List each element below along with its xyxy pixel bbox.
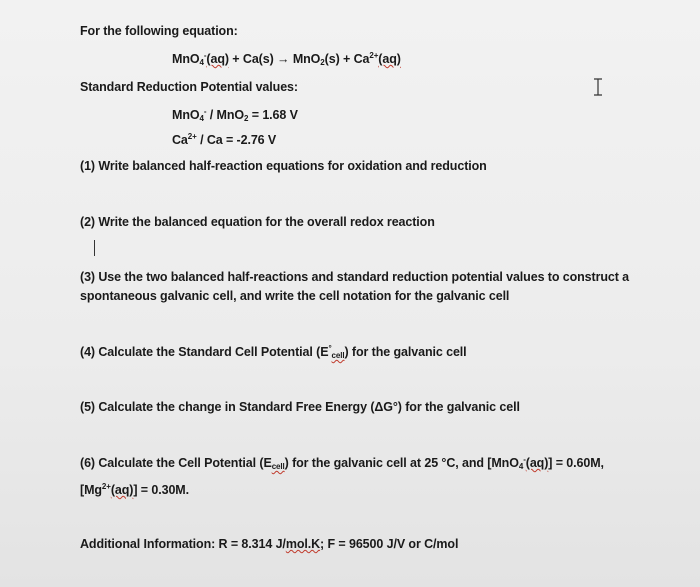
potential-mno4-mno2: MnO$_4$- / MnO$_2$ = 1.68 V: [172, 107, 298, 123]
text-caret: [94, 240, 95, 256]
reaction-equation: $MnO_4^-(aq) + Ca(s) \to MnO_2(s) + Ca^{2+}(aq)$: [172, 51, 401, 67]
question-6-line-2: $[Mg^{2+}(aq)] = 0.30M$.: [80, 482, 189, 497]
question-1: (1) Write balanced half-reaction equations for oxidation and reduction: [80, 159, 487, 173]
question-3-line-2: spontaneous galvanic cell, and write the cell notation for the galvanic cell: [80, 289, 510, 303]
question-2: (2) Write the balanced equation for the overall redox reaction: [80, 215, 435, 229]
potential-ca: $Ca^{2+} / Ca = -2.76$ V: [172, 132, 277, 147]
intro-text: For the following equation:: [80, 24, 238, 38]
question-5: (5) Calculate the change in Standard Free Energy (ΔG°) for the galvanic cell: [80, 400, 520, 414]
additional-information: Additional Information: R = 8.314 J/mol.K; F = 96500 J/V or C/mol: [80, 537, 459, 551]
potentials-heading: Standard Reduction Potential values:: [80, 80, 298, 94]
question-6-line-1: (6) Calculate the Cell Potential $(E_{cell})$ for the galvanic cell at 25 °C, and [MnO$_4$-(aq)] = 0.60M,: [80, 455, 604, 471]
question-3-line-1: (3) Use the two balanced half-reactions and standard reduction potential values to construct a: [80, 270, 630, 284]
question-4: (4) Calculate the Standard Cell Potential $(E^\circ_{cell})$ for the galvanic cell: [80, 344, 467, 360]
text-cursor-icon: [592, 78, 604, 96]
